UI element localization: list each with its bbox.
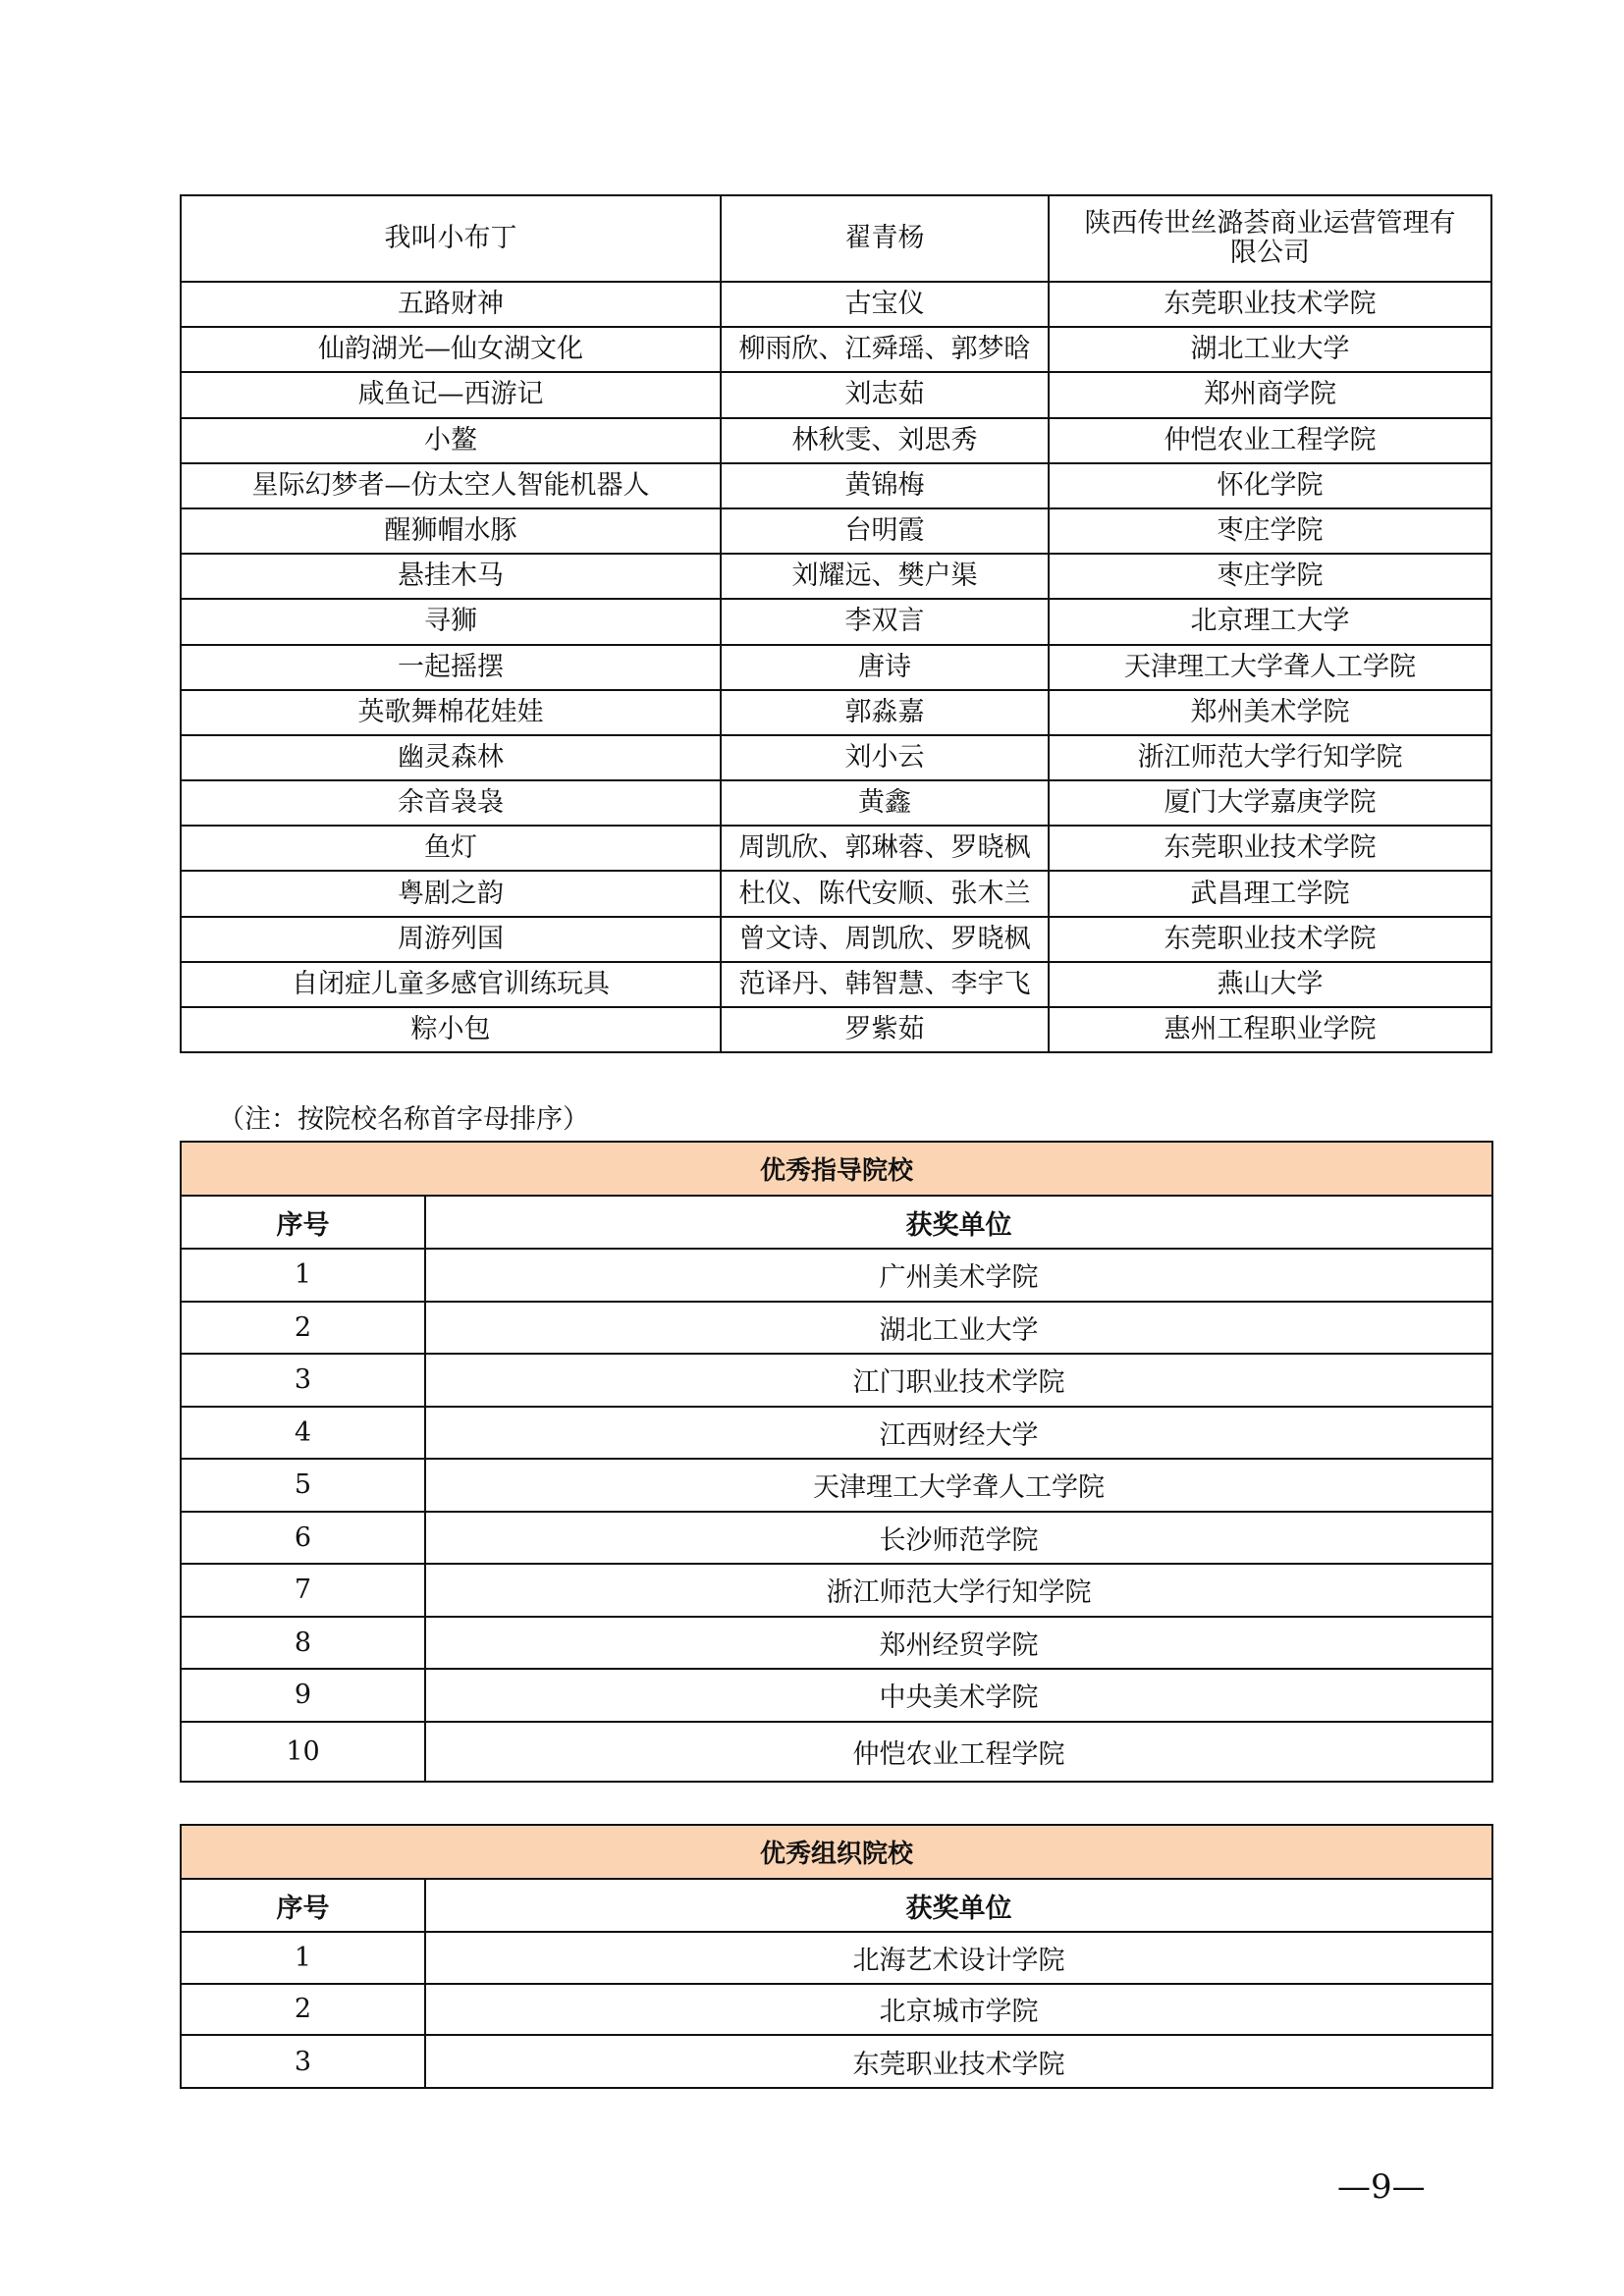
table-banner-row — [181, 1142, 1492, 1196]
award-unit: 北京城市学院 — [425, 1984, 1492, 2036]
work-name: 鱼灯 — [181, 826, 721, 871]
table-row — [181, 735, 1491, 780]
award-unit: 郑州美术学院 — [1049, 690, 1491, 735]
table-row — [181, 327, 1491, 372]
award-unit: 东莞职业技术学院 — [1049, 282, 1491, 327]
work-name: 一起摇摆 — [181, 645, 721, 690]
author-names: 曾文诗、周凯欣、罗晓枫 — [721, 917, 1049, 962]
author-names: 杜仪、陈代安顺、张木兰 — [721, 871, 1049, 916]
author-names: 黄鑫 — [721, 780, 1049, 826]
work-name: 幽灵森林 — [181, 735, 721, 780]
work-name: 自闭症儿童多感官训练玩具 — [181, 962, 721, 1007]
table-row — [181, 826, 1491, 871]
column-header-unit: 获奖单位 — [425, 1879, 1492, 1932]
author-names: 林秋雯、刘思秀 — [721, 418, 1049, 463]
author-names: 郭淼嘉 — [721, 690, 1049, 735]
table-row — [181, 780, 1491, 826]
table-header-row — [181, 1196, 1492, 1249]
work-name: 寻狮 — [181, 599, 721, 644]
row-seq: 9 — [181, 1669, 425, 1722]
table-row — [181, 1007, 1491, 1052]
author-names: 范译丹、韩智慧、李宇飞 — [721, 962, 1049, 1007]
award-unit: 湖北工业大学 — [425, 1302, 1492, 1355]
column-header-seq: 序号 — [181, 1879, 425, 1932]
award-unit: 长沙师范学院 — [425, 1512, 1492, 1565]
work-name: 英歌舞棉花娃娃 — [181, 690, 721, 735]
author-names: 刘耀远、樊户渠 — [721, 554, 1049, 599]
table-row — [181, 195, 1491, 282]
row-seq: 4 — [181, 1407, 425, 1460]
award-unit: 郑州经贸学院 — [425, 1617, 1492, 1670]
work-name: 醒狮帽水豚 — [181, 508, 721, 554]
award-unit: 惠州工程职业学院 — [1049, 1007, 1491, 1052]
excellent-guidance-table — [180, 1141, 1493, 1783]
author-names: 唐诗 — [721, 645, 1049, 690]
work-name: 周游列国 — [181, 917, 721, 962]
award-works-table — [180, 194, 1492, 1053]
row-seq: 6 — [181, 1512, 425, 1565]
award-unit: 燕山大学 — [1049, 962, 1491, 1007]
row-seq: 3 — [181, 2035, 425, 2088]
table-row — [181, 508, 1491, 554]
row-seq: 3 — [181, 1354, 425, 1407]
table-row — [181, 1459, 1492, 1512]
award-unit: 天津理工大学聋人工学院 — [1049, 645, 1491, 690]
table-row — [181, 2035, 1492, 2088]
award-unit: 厦门大学嘉庚学院 — [1049, 780, 1491, 826]
table-row — [181, 1249, 1492, 1302]
table-row — [181, 1669, 1492, 1722]
work-name: 我叫小布丁 — [181, 195, 721, 282]
table-row — [181, 463, 1491, 508]
author-names: 黄锦梅 — [721, 463, 1049, 508]
row-seq: 10 — [181, 1722, 425, 1782]
table-row — [181, 599, 1491, 644]
award-unit: 江门职业技术学院 — [425, 1354, 1492, 1407]
work-name: 粽小包 — [181, 1007, 721, 1052]
table-row — [181, 1512, 1492, 1565]
author-names: 翟青杨 — [721, 195, 1049, 282]
award-unit: 江西财经大学 — [425, 1407, 1492, 1460]
excellent-organization-table — [180, 1824, 1493, 2089]
author-names: 罗紫茹 — [721, 1007, 1049, 1052]
work-name: 小鳌 — [181, 418, 721, 463]
award-unit: 武昌理工学院 — [1049, 871, 1491, 916]
work-name: 悬挂木马 — [181, 554, 721, 599]
table-row — [181, 1564, 1492, 1617]
table-title: 优秀组织院校 — [181, 1825, 1492, 1879]
work-name: 五路财神 — [181, 282, 721, 327]
author-names: 古宝仪 — [721, 282, 1049, 327]
award-unit: 仲恺农业工程学院 — [425, 1722, 1492, 1782]
award-unit: 枣庄学院 — [1049, 508, 1491, 554]
award-unit: 仲恺农业工程学院 — [1049, 418, 1491, 463]
work-name: 星际幻梦者—仿太空人智能机器人 — [181, 463, 721, 508]
row-seq: 1 — [181, 1932, 425, 1984]
table-row — [181, 917, 1491, 962]
award-unit: 东莞职业技术学院 — [425, 2035, 1492, 2088]
sort-note: （注：按院校名称首字母排序） — [218, 1104, 589, 1135]
work-name: 粤剧之韵 — [181, 871, 721, 916]
row-seq: 2 — [181, 1984, 425, 2036]
award-unit: 浙江师范大学行知学院 — [425, 1564, 1492, 1617]
award-unit: 东莞职业技术学院 — [1049, 917, 1491, 962]
table-row — [181, 690, 1491, 735]
table-row — [181, 1354, 1492, 1407]
row-seq: 7 — [181, 1564, 425, 1617]
work-name: 仙韵湖光—仙女湖文化 — [181, 327, 721, 372]
table-row — [181, 1722, 1492, 1782]
award-unit: 枣庄学院 — [1049, 554, 1491, 599]
table-row — [181, 1407, 1492, 1460]
table-row — [181, 645, 1491, 690]
work-name: 余音袅袅 — [181, 780, 721, 826]
author-names: 周凯欣、郭琳蓉、罗晓枫 — [721, 826, 1049, 871]
table-title: 优秀指导院校 — [181, 1142, 1492, 1196]
column-header-seq: 序号 — [181, 1196, 425, 1249]
award-unit: 怀化学院 — [1049, 463, 1491, 508]
table-row — [181, 1617, 1492, 1670]
table-row — [181, 1984, 1492, 2036]
author-names: 刘志茹 — [721, 372, 1049, 417]
award-unit: 东莞职业技术学院 — [1049, 826, 1491, 871]
award-unit: 中央美术学院 — [425, 1669, 1492, 1722]
award-unit: 天津理工大学聋人工学院 — [425, 1459, 1492, 1512]
table-header-row — [181, 1879, 1492, 1932]
row-seq: 8 — [181, 1617, 425, 1670]
table-row — [181, 871, 1491, 916]
table-row — [181, 1932, 1492, 1984]
work-name: 咸鱼记—西游记 — [181, 372, 721, 417]
award-unit: 湖北工业大学 — [1049, 327, 1491, 372]
award-unit: 北京理工大学 — [1049, 599, 1491, 644]
award-unit: 浙江师范大学行知学院 — [1049, 735, 1491, 780]
table-row — [181, 372, 1491, 417]
author-names: 李双言 — [721, 599, 1049, 644]
award-unit: 北海艺术设计学院 — [425, 1932, 1492, 1984]
row-seq: 1 — [181, 1249, 425, 1302]
table-row — [181, 554, 1491, 599]
author-names: 台明霞 — [721, 508, 1049, 554]
award-unit: 郑州商学院 — [1049, 372, 1491, 417]
page-number: —9— — [1337, 2167, 1426, 2207]
column-header-unit: 获奖单位 — [425, 1196, 1492, 1249]
table-banner-row — [181, 1825, 1492, 1879]
award-unit: 陕西传世丝潞荟商业运营管理有限公司 — [1049, 195, 1491, 282]
author-names: 柳雨欣、江舜瑶、郭梦晗 — [721, 327, 1049, 372]
table-row — [181, 1302, 1492, 1355]
row-seq: 5 — [181, 1459, 425, 1512]
author-names: 刘小云 — [721, 735, 1049, 780]
row-seq: 2 — [181, 1302, 425, 1355]
table-row — [181, 962, 1491, 1007]
table-row — [181, 418, 1491, 463]
award-unit: 广州美术学院 — [425, 1249, 1492, 1302]
table-row — [181, 282, 1491, 327]
